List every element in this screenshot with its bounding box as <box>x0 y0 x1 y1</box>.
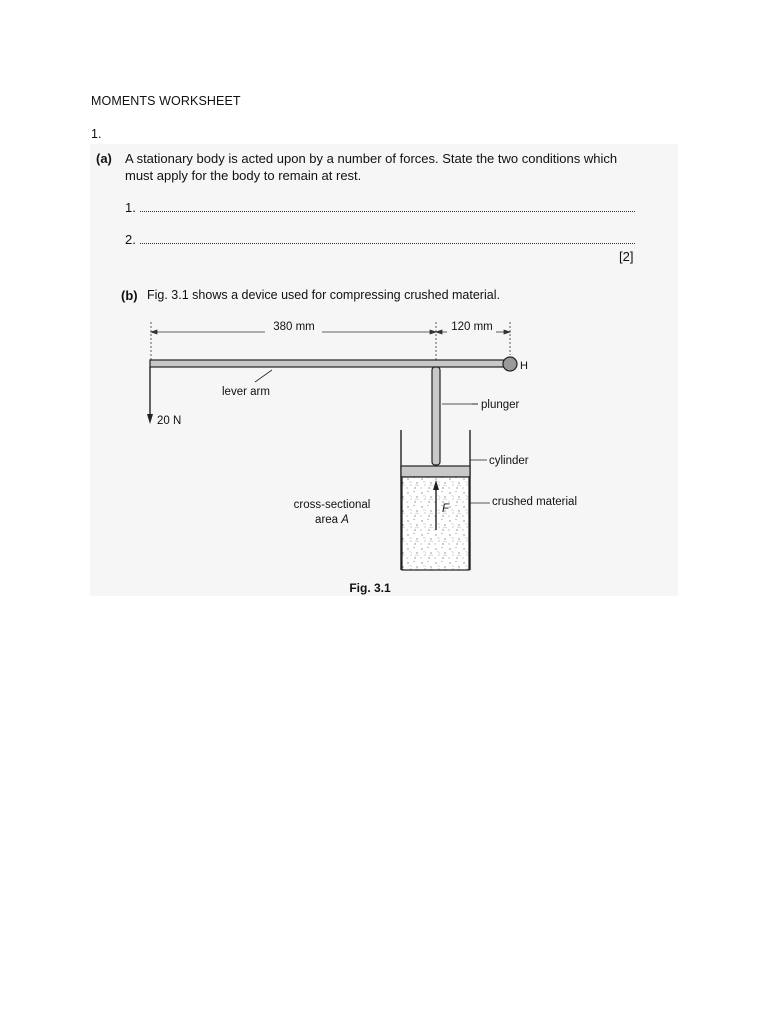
pivot-h <box>503 357 517 371</box>
material-label: crushed material <box>492 496 578 508</box>
question-number: 1. <box>91 127 102 141</box>
part-b-label: (b) <box>121 288 138 303</box>
answer-line-number: 1. <box>125 200 136 215</box>
area-label-line1: cross-sectional <box>293 499 371 511</box>
cylinder-label: cylinder <box>489 455 529 467</box>
lever-arm-label: lever arm <box>222 386 270 398</box>
answer-line-number: 2. <box>125 232 136 247</box>
pivot-label: H <box>520 360 528 372</box>
part-a-text-line2: must apply for the body to remain at rest. <box>125 168 362 183</box>
worksheet-title: MOMENTS WORKSHEET <box>91 94 241 108</box>
applied-force-label: 20 N <box>157 415 182 427</box>
marks-indicator: [2] <box>619 249 634 264</box>
part-a-text-line1: A stationary body is acted upon by a number of forces. State the two conditions which <box>125 151 618 166</box>
part-a-label: (a) <box>96 151 112 166</box>
lever-arm-leader <box>255 370 272 382</box>
plunger-label: plunger <box>481 399 520 411</box>
lever-arm <box>150 360 504 367</box>
force-f-label: F <box>442 503 450 515</box>
piston-head <box>401 466 470 477</box>
area-label-line2: area A <box>315 514 349 526</box>
dim-right-label: 120 mm <box>451 321 493 333</box>
figure-caption: Fig. 3.1 <box>349 581 391 595</box>
part-b-text: Fig. 3.1 shows a device used for compressing crushed material. <box>147 288 500 302</box>
dim-left-label: 380 mm <box>273 321 315 333</box>
plunger-rod <box>432 367 440 465</box>
